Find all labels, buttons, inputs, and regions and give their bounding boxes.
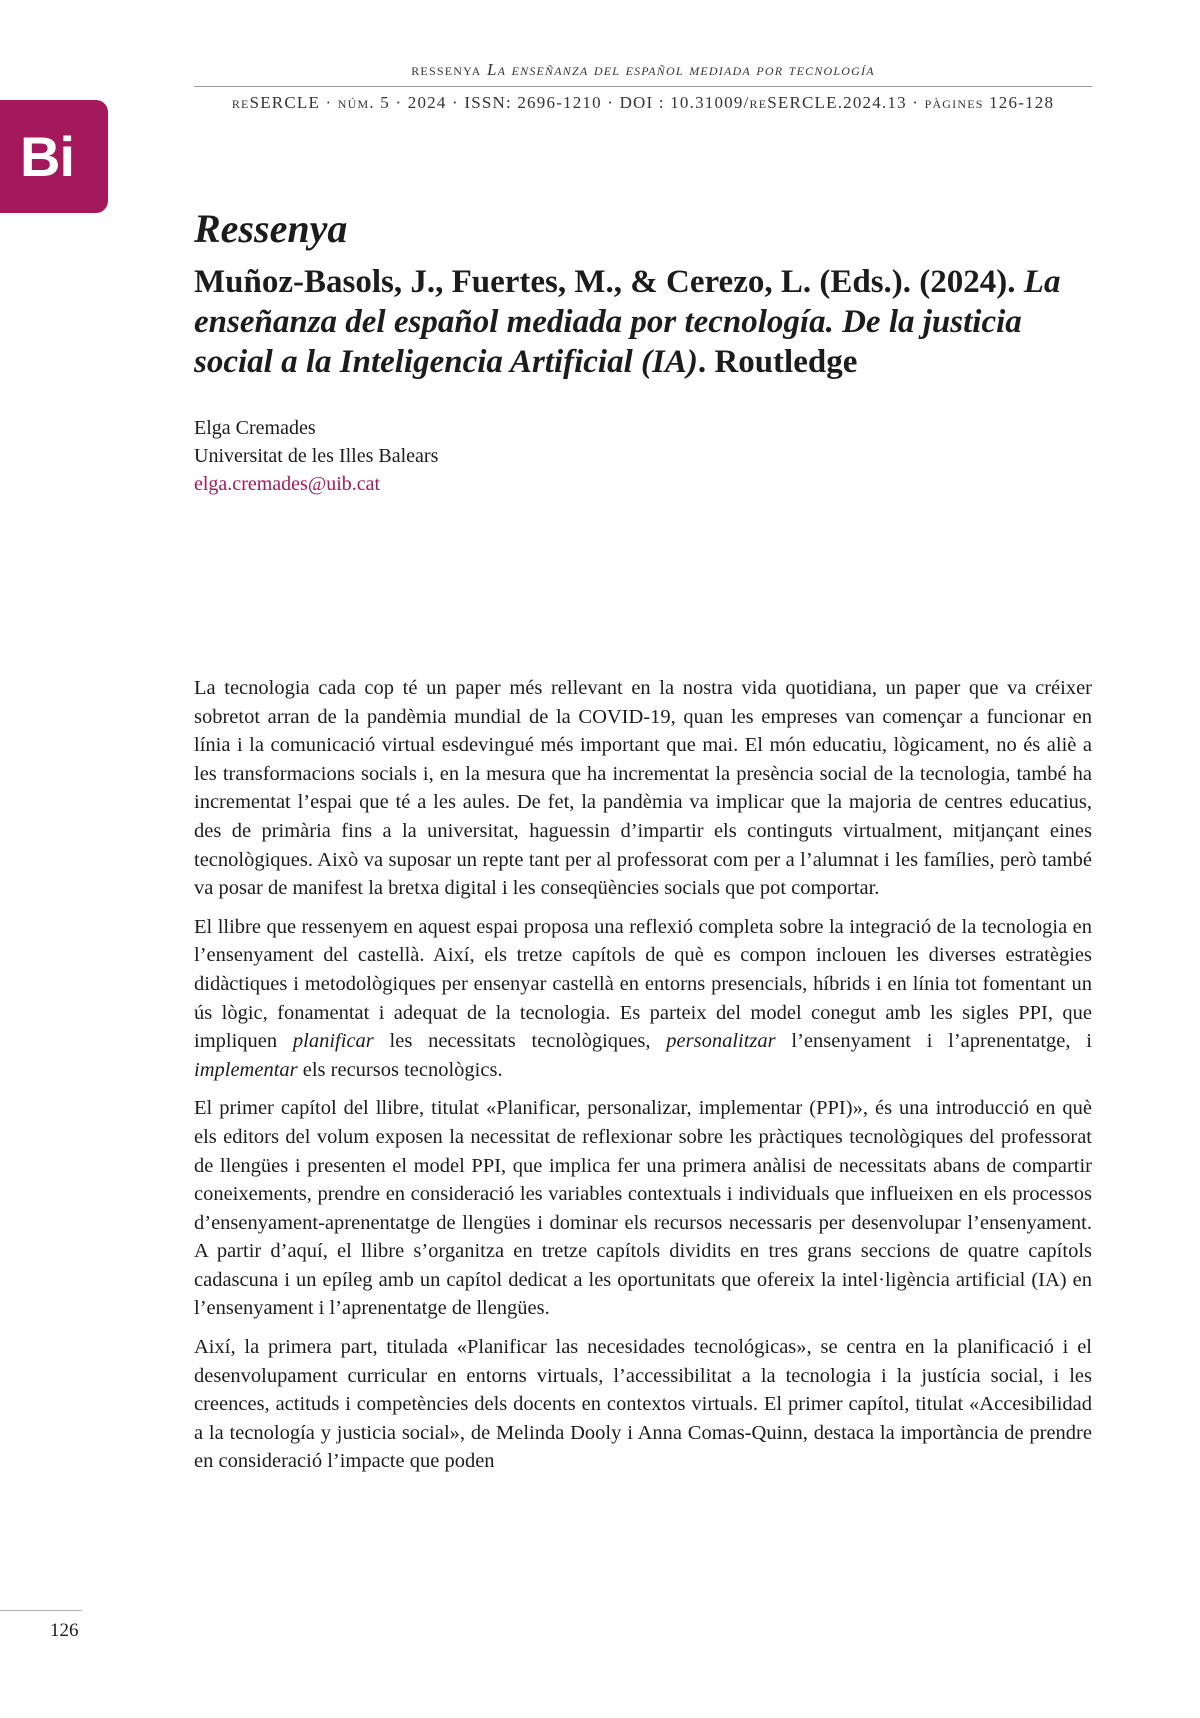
running-head-title	[194, 60, 1092, 80]
footer-rule	[0, 1610, 82, 1611]
paragraph-2-text-a: El llibre que ressenyem en aquest espai proposa una reflexió completa sobre la integració de la tecnologia en l’ensenyament del castellà. Així, els tretze capítols de què es compon inclouen les diverses estratègies didàctiques i metodològiques per ensenyar castellà en entorns presencials, híbrids i en línia tot fomentant un ús lògic, fonamentat i adequat de la tecnologia. Es parteix del model conegut amb les sigles PPI, que impliquen	[194, 915, 1092, 1053]
emphasis-implementar: implementar	[194, 1058, 298, 1081]
paragraph-3: El primer capítol del llibre, titulat «Planificar, personalizar, implementar (PPI)», és una introducció en què els editors del volum exposen la necessitat de reflexionar sobre les pràctiques tecnològiques del professorat de llengües i presenten el model PPI, que implica fer una primera anàlisi de necessitats abans de compartir coneixements, prendre en consideració les variables contextuals i individuals que influeixen en els processos d’ensenyament-aprenentatge de llengües i dominar els recursos necessaris per desenvolupar l’ensenyament. A partir d’aquí, el llibre s’organitza en tretze capítols dividits en tres grans seccions de quatre capítols cadascuna i un epíleg amb un capítol dedicat a les oportunitats que ofereix la intel·ligència artificial (IA) en l’ensenyament i l’aprenentatge de llengües.	[194, 1097, 1092, 1320]
running-head-rule	[194, 86, 1092, 87]
running-head-prefix: ressenya	[411, 60, 487, 79]
running-head-journal: reSERCLE · núm. 5 · 2024 · ISSN: 2696-1210 · DOI : 10.31009/reSERCLE.2024.13 · pàgines 126-128	[231, 93, 1055, 112]
paragraph-2-text-c: l’ensenyament i l’aprenentatge, i	[775, 1030, 1092, 1053]
emphasis-personalitzar: personalitzar	[666, 1030, 776, 1053]
author-block	[194, 414, 438, 498]
paragraph-2-text-b: les necessitats tecnològiques,	[373, 1030, 667, 1053]
reference-book-title: La enseñanza del español mediada por tecnología. De la justicia social a la Inteligencia Artificial (IA)	[194, 264, 1061, 380]
reference-authors: Muñoz-Basols, J., Fuertes, M., & Cerezo, L. (Eds.). (2024).	[194, 264, 1016, 300]
article-body	[194, 674, 1092, 1486]
author-name: Elga Cremades	[194, 417, 316, 439]
paragraph-4: Així, la primera part, titulada «Planificar las necesidades tecnológicas», se centra en la planificació i el desenvolupament curricular en entorns virtuals, l’accessibilitat a la tecnologia i la justícia social, i les creences, actituds i competències dels docents en contextos virtuals. El primer capítol, titulat «Accesibilidad a la tecnología y justicia social», de Melinda Dooly i Anna Comas-Quinn, destaca la importància de prendre en consideració l’impacte que poden	[194, 1336, 1092, 1473]
running-head-work-title: La enseñanza del español mediada por tecnología	[486, 60, 875, 79]
section-badge: Bi	[0, 100, 108, 213]
author-affiliation: Universitat de les Illes Balears	[194, 445, 439, 467]
page-number: 126	[50, 1620, 79, 1641]
author-email-link[interactable]: elga.cremades@uib.cat	[194, 473, 381, 495]
section-label: Ressenya	[194, 206, 348, 251]
paragraph-2-text-d: els recursos tecnològics.	[297, 1058, 503, 1081]
paragraph-2	[194, 913, 1092, 1085]
paragraph-1: La tecnologia cada cop té un paper més rellevant en la nostra vida quotidiana, un paper que va créixer sobretot arran de la pandèmia mundial de la COVID-19, quan les empreses van començar a funcionar en línia i la comunicació virtual esdevingué més important que mai. El món educatiu, lògicament, no és aliè a les transformacions socials i, en la mesura que ha incrementat la presència social de la tecnologia, també ha incrementat l’espai que té a les aules. De fet, la pandèmia va implicar que la majoria de centres educatius, des de primària fins a la universitat, haguessin d’impartir els continguts virtualment, mitjançant eines tecnològiques. Això va suposar un repte tant per al professorat com per a l’alumnat i les famílies, però també va posar de manifest la bretxa digital i les conseqüències socials que pot comportar.	[194, 677, 1092, 900]
reference-publisher: . Routledge	[697, 344, 858, 380]
emphasis-planificar: planificar	[292, 1030, 374, 1053]
article-title	[194, 262, 1094, 382]
